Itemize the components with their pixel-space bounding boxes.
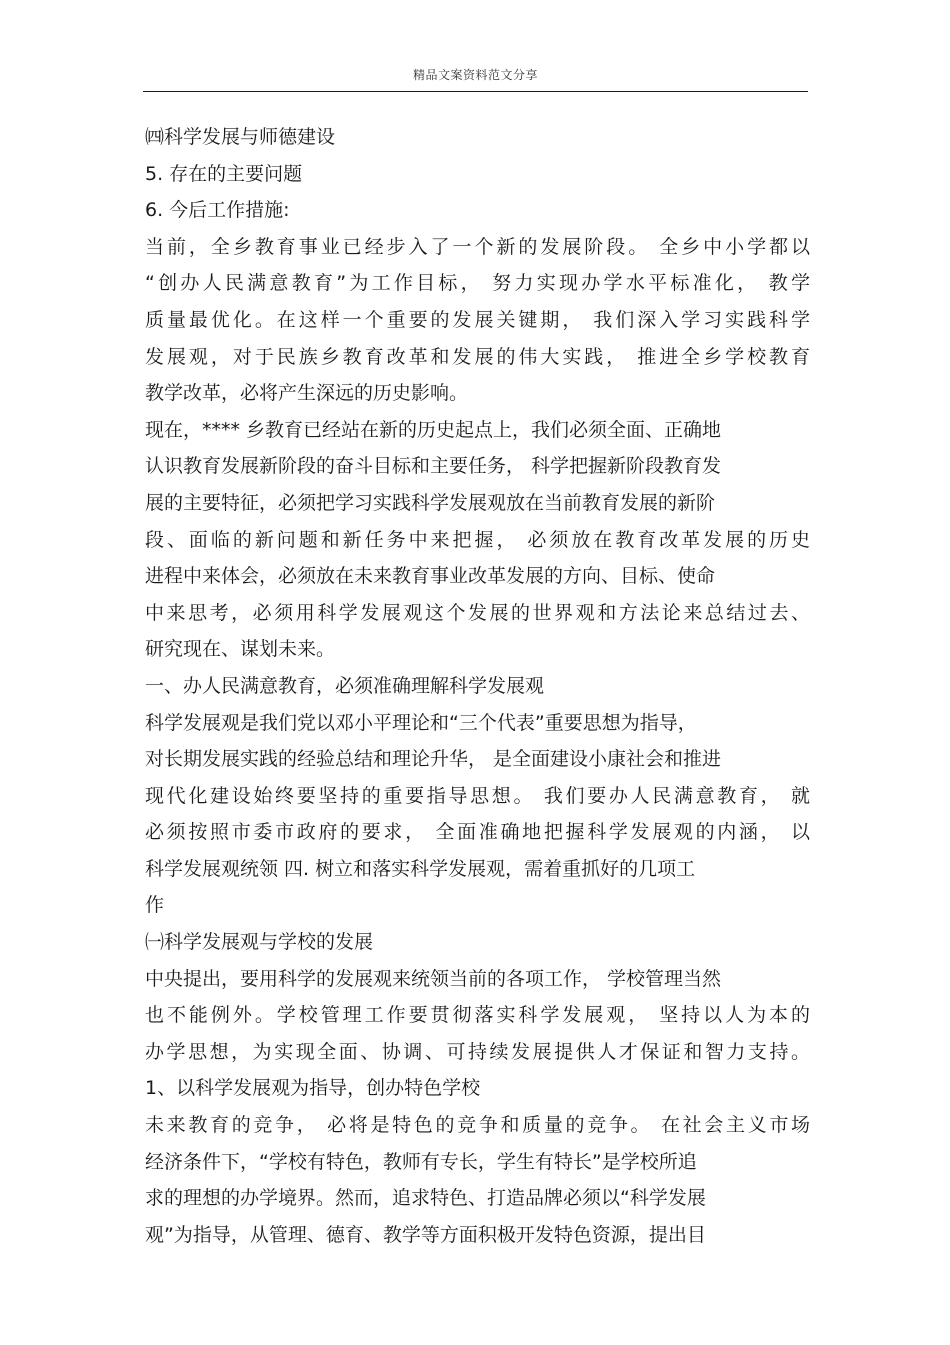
text-line: 作 (145, 894, 165, 917)
text-line: 研究现在、谋划未来。 (145, 638, 336, 661)
text-line: 必须按照市委市政府的要求， 全面准确地把握科学发展观的内涵， 以 (145, 821, 810, 844)
text-line: ㈣科学发展与师德建设 (145, 126, 336, 148)
text-line: 教学改革，必将产生深远的历史影响。 (145, 382, 469, 405)
text-line: 现在，**** 乡教育已经站在新的历史起点上，我们必须全面、正确地 (145, 418, 722, 441)
text-line: 进程中来体会，必须放在未来教育事业改革发展的方向、目标、使命 (145, 565, 716, 588)
text-line: 5. 存在的主要问题 (145, 162, 303, 185)
text-line: 经济条件下，“学校有特色，教师有专长，学生有特长”是学校所追 (145, 1150, 697, 1173)
text-line: 也不能例外。学校管理工作要贯彻落实科学发展观， 坚持以人为本的 (145, 1004, 810, 1027)
text-line: “创办人民满意教育”为工作目标， 努力实现办学水平标准化， 教学 (145, 272, 810, 295)
text-line: 科学发展观统领 四. 树立和落实科学发展观，需着重抓好的几项工 (145, 857, 696, 880)
header-divider (143, 91, 808, 92)
text-line: 展的主要特征，必须把学习实践科学发展观放在当前教育发展的新阶 (145, 491, 716, 514)
text-line: 现代化建设始终要坚持的重要指导思想。 我们要办人民满意教育， 就 (145, 784, 810, 807)
page-header: 精品文案资料范文分享 (412, 68, 538, 82)
text-line: 当前，全乡教育事业已经步入了一个新的发展阶段。 全乡中小学都以 (145, 235, 810, 258)
text-line: 6. 今后工作措施: (145, 199, 290, 222)
text-line: 发展观，对于民族乡教育改革和发展的伟大实践， 推进全乡学校教育 (145, 345, 810, 368)
text-line: 办学思想，为实现全面、协调、可持续发展提供人才保证和智力支持。 (145, 1040, 810, 1063)
text-line: 观”为指导，从管理、德育、教学等方面积极开发特色资源，提出目 (145, 1223, 706, 1246)
text-line: 一、办人民满意教育，必须准确理解科学发展观 (145, 674, 545, 697)
text-line: ㈠科学发展观与学校的发展 (145, 931, 374, 954)
text-line: 质量最优化。在这样一个重要的发展关键期， 我们深入学习实践科学 (145, 308, 810, 331)
text-line: 求的理想的办学境界。然而，追求特色、打造品牌必须以“科学发展 (145, 1187, 706, 1210)
text-line: 科学发展观是我们党以邓小平理论和“三个代表”重要思想为指导， (145, 711, 697, 734)
text-line: 未来教育的竞争， 必将是特色的竞争和质量的竞争。 在社会主义市场 (145, 1114, 810, 1137)
text-line: 对长期发展实践的经验总结和理论升华， 是全面建设小康社会和推进 (145, 748, 722, 771)
text-line: 中央提出，要用科学的发展观来统领当前的各项工作， 学校管理当然 (145, 967, 722, 990)
text-line: 认识教育发展新阶段的奋斗目标和主要任务， 科学把握新阶段教育发 (145, 455, 722, 478)
text-line: 1、以科学发展观为指导，创办特色学校 (145, 1077, 481, 1100)
text-line: 中来思考，必须用科学发展观这个发展的世界观和方法论来总结过去、 (145, 601, 810, 624)
text-line: 段、面临的新问题和新任务中来把握， 必须放在教育改革发展的历史 (145, 528, 810, 551)
document-body (145, 119, 810, 1253)
